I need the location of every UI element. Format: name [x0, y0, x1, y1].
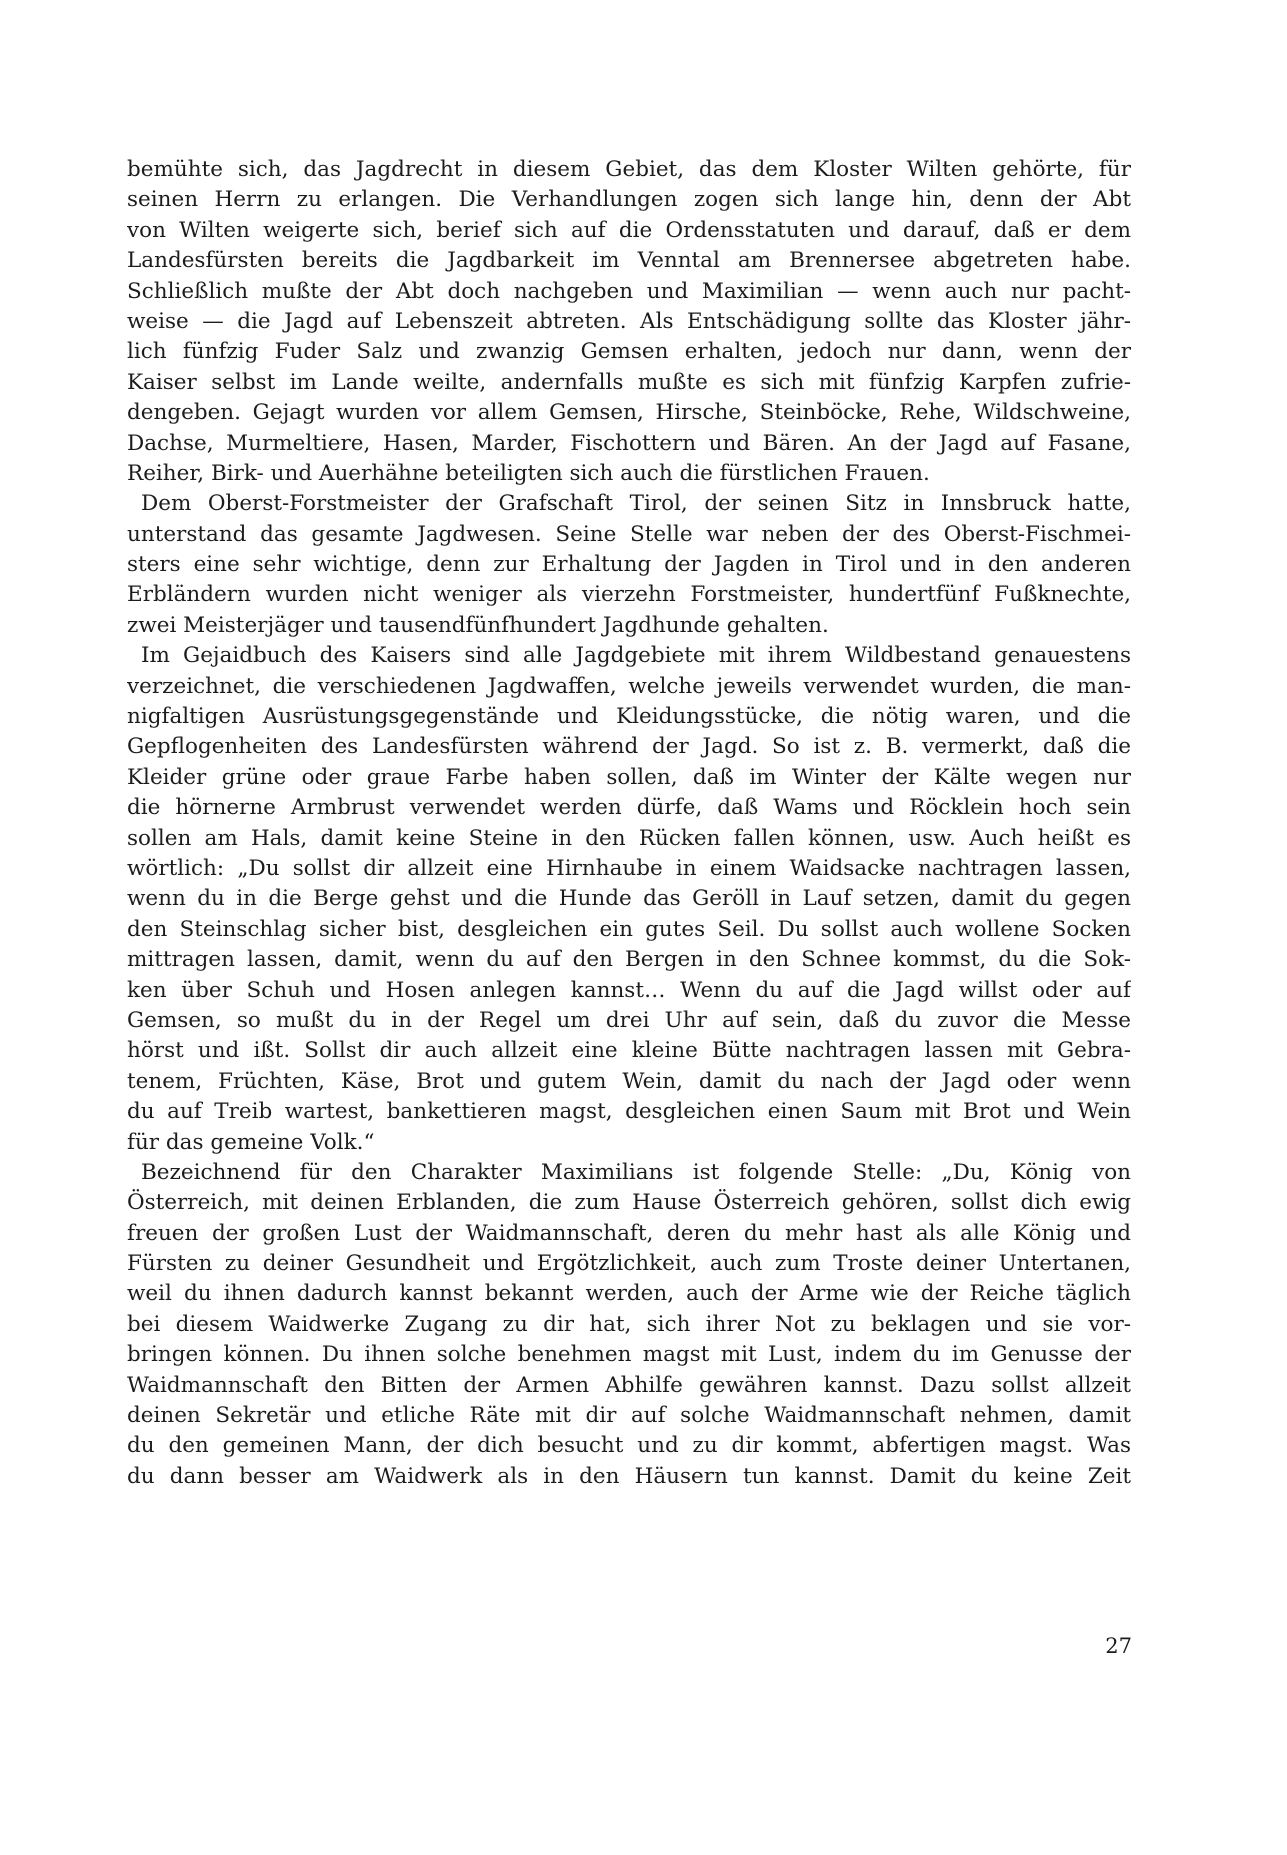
text-line: du dann besser am Waidwerk als in den Häusern tun kannst. Damit du keine Zeit [127, 1463, 1131, 1489]
text-line: bei diesem Waidwerke Zugang zu dir hat, sich ihrer Not zu beklagen und sie vor- [127, 1311, 1131, 1337]
text-line: Im Gejaidbuch des Kaisers sind alle Jagdgebiete mit ihrem Wildbestand genauestens [141, 643, 1131, 669]
text-line: seinen Herrn zu erlangen. Die Verhandlungen zogen sich lange hin, denn der Abt [127, 187, 1131, 213]
text-line: Kleider grüne oder graue Farbe haben sollen, daß im Winter der Kälte wegen nur [127, 764, 1131, 790]
text-line: mittragen lassen, damit, wenn du auf den Bergen in den Schnee kommst, du die Sok- [127, 947, 1131, 973]
text-line: bringen können. Du ihnen solche benehmen magst mit Lust, indem du im Genusse der [127, 1342, 1131, 1368]
paragraph-2 [127, 489, 1131, 641]
text-line: lich fünfzig Fuder Salz und zwanzig Gemsen erhalten, jedoch nur dann, wenn der [127, 339, 1131, 365]
text-line: Schließlich mußte der Abt doch nachgeben und Maximilian — wenn auch nur pacht- [127, 278, 1131, 304]
text-line: Dachse, Murmeltiere, Hasen, Marder, Fischottern und Bären. An der Jagd auf Fasane, [127, 430, 1131, 456]
text-line: von Wilten weigerte sich, berief sich auf die Ordensstatuten und darauf, daß er dem [127, 217, 1131, 243]
text-line: weise — die Jagd auf Lebenszeit abtreten. Als Entschädigung sollte das Kloster jähr- [127, 308, 1131, 334]
text-line: die hörnerne Armbrust verwendet werden dürfe, daß Wams und Röcklein hoch sein [127, 795, 1131, 821]
body-text [127, 155, 1131, 1492]
text-line: du auf Treib wartest, bankettieren magst, desgleichen einen Saum mit Brot und Wein [127, 1099, 1131, 1125]
text-line: sters eine sehr wichtige, denn zur Erhaltung der Jagden in Tirol und in den anderen [127, 552, 1131, 578]
text-line: Reiher, Birk- und Auerhähne beteiligten sich auch die fürstlichen Frauen. [127, 460, 930, 486]
text-line: Gepflogenheiten des Landesfürsten während der Jagd. So ist z. B. vermerkt, daß die [127, 734, 1131, 760]
text-line: weil du ihnen dadurch kannst bekannt werden, auch der Arme wie der Reiche täglich [127, 1281, 1131, 1307]
paragraph-1 [127, 155, 1131, 489]
text-line: tenem, Früchten, Käse, Brot und gutem Wein, damit du nach der Jagd oder wenn [127, 1068, 1131, 1094]
text-line: bemühte sich, das Jagdrecht in diesem Gebiet, das dem Kloster Wilten gehörte, für [127, 157, 1131, 182]
text-line: freuen der großen Lust der Waidmannschaft, deren du mehr hast als alle König und [127, 1220, 1131, 1246]
text-line: sollen am Hals, damit keine Steine in den Rücken fallen können, usw. Auch heißt es [127, 825, 1131, 851]
text-line: nigfaltigen Ausrüstungsgegenstände und Kleidungsstücke, die nötig waren, und die [127, 704, 1131, 730]
text-line: für das gemeine Volk.“ [127, 1129, 375, 1155]
text-line: Bezeichnend für den Charakter Maximilians ist folgende Stelle: „Du, König von [141, 1159, 1131, 1185]
paragraph-3 [127, 641, 1131, 1158]
text-line: ken über Schuh und Hosen anlegen kannst… Wenn du auf die Jagd willst oder auf [127, 977, 1131, 1003]
text-line: verzeichnet, die verschiedenen Jagdwaffen, welche jeweils verwendet wurden, die man- [127, 673, 1131, 699]
text-line: Erbländern wurden nicht weniger als vierzehn Forstmeister, hundertfünf Fußknechte, [127, 582, 1131, 608]
text-line: wenn du in die Berge gehst und die Hunde das Geröll in Lauf setzen, damit du gegen [127, 886, 1131, 912]
text-line: Landesfürsten bereits die Jagdbarkeit im Venntal am Brennersee abgetreten habe. [127, 248, 1131, 274]
text-line: Waidmannschaft den Bitten der Armen Abhilfe gewähren kannst. Dazu sollst allzeit [127, 1372, 1131, 1398]
text-line: Kaiser selbst im Lande weilte, andernfalls mußte es sich mit fünfzig Karpfen zufrie- [127, 369, 1131, 395]
text-line: unterstand das gesamte Jagdwesen. Seine Stelle war neben der des Oberst-Fischmei- [127, 521, 1131, 547]
text-line: Fürsten zu deiner Gesundheit und Ergötzlichkeit, auch zum Troste deiner Untertanen, [127, 1251, 1131, 1277]
text-line: wörtlich: „Du sollst dir allzeit eine Hirnhaube in einem Waidsacke nachtragen lassen, [127, 855, 1131, 881]
text-line: deinen Sekretär und etliche Räte mit dir auf solche Waidmannschaft nehmen, damit [127, 1403, 1131, 1429]
text-line: Gemsen, so mußt du in der Regel um drei Uhr auf sein, daß du zuvor die Messe [127, 1007, 1131, 1033]
text-line: dengeben. Gejagt wurden vor allem Gemsen, Hirsche, Steinböcke, Rehe, Wildschweine, [127, 400, 1131, 426]
text-line: den Steinschlag sicher bist, desgleichen ein gutes Seil. Du sollst auch wollene Socken [127, 916, 1131, 942]
text-line: Österreich, mit deinen Erblanden, die zum Hause Österreich gehören, sollst dich ewig [127, 1190, 1131, 1216]
page-number: 27 [1105, 1634, 1132, 1658]
text-line: zwei Meisterjäger und tausendfünfhundert Jagdhunde gehalten. [127, 612, 829, 638]
text-line: du den gemeinen Mann, der dich besucht und zu dir kommt, abfertigen magst. Was [127, 1433, 1131, 1459]
text-line: Dem Oberst-Forstmeister der Grafschaft Tirol, der seinen Sitz in Innsbruck hatte, [141, 491, 1131, 517]
paragraph-4 [127, 1158, 1131, 1492]
text-line: hörst und ißt. Sollst dir auch allzeit eine kleine Bütte nachtragen lassen mit Gebra- [127, 1038, 1131, 1064]
